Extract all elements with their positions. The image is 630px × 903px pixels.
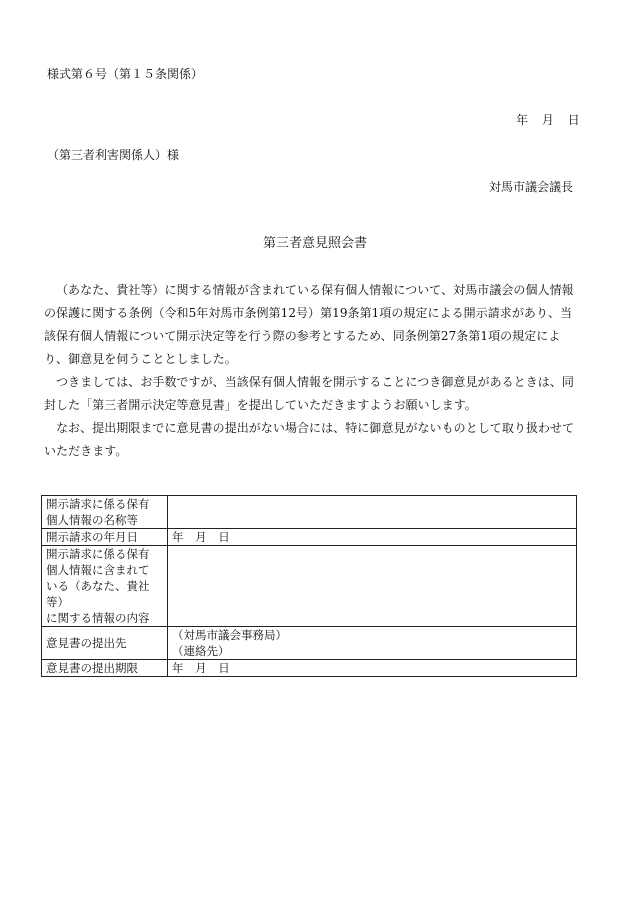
body-paragraph-1: （あなた、貴社等）に関する情報が含まれている保有個人情報について、対馬市議会の個人情報の保護に関する条例（令和5年対馬市条例第12号）第19条第1項の規定による開示請求があり、当該保有個人情報について開示決定等を行う際の参考とするため、同条例第27条第1項の規定により、御意見を伺うこととしました。 — [44, 283, 574, 366]
label-line: 意見書の提出期限 — [46, 661, 138, 675]
value-line: 年 月 日 — [172, 661, 230, 675]
label-line: 意見書の提出先 — [46, 636, 127, 650]
issue-date: 年 月 日 — [516, 113, 580, 127]
body-paragraph-2: つきましては、お手数ですが、当該保有個人情報を開示することにつき御意見があるときは、同封した「第三者開示決定等意見書」を提出していただきますようお願いします。 — [44, 375, 574, 412]
label-line: 開示請求に係る保有 — [46, 547, 150, 561]
body-text — [44, 279, 580, 463]
value-cell — [168, 529, 577, 546]
table-row — [42, 660, 577, 677]
value-line: 年 月 日 — [172, 530, 230, 544]
label-line: 開示請求に係る保有 — [46, 497, 150, 511]
label-line: に関する情報の内容 — [46, 611, 150, 625]
table-row — [42, 627, 577, 660]
table-row — [42, 546, 577, 627]
label-cell — [42, 496, 168, 529]
document-title: 第三者意見照会書 — [262, 236, 367, 251]
table-row — [42, 529, 577, 546]
value-line: （連絡先） — [172, 644, 230, 658]
recipient: （第三者利害関係人）様 — [47, 148, 180, 162]
label-line: 個人情報の名称等 — [46, 513, 138, 527]
label-cell — [42, 627, 168, 660]
label-cell — [42, 546, 168, 627]
table-row — [42, 496, 577, 529]
body-paragraph-3: なお、提出期限までに意見書の提出がない場合には、特に御意見がないものとして取り扱わせていただきます。 — [44, 421, 575, 458]
value-cell — [168, 627, 577, 660]
sender: 対馬市議会議長 — [489, 180, 574, 194]
label-cell — [42, 660, 168, 677]
label-cell — [42, 529, 168, 546]
value-line: （対馬市議会事務局） — [172, 628, 287, 642]
label-line: 開示請求の年月日 — [46, 530, 138, 544]
label-line: 個人情報に含まれて — [46, 563, 150, 577]
info-table — [41, 495, 577, 677]
form-number: 様式第６号（第１５条関係） — [47, 67, 204, 81]
value-cell — [168, 660, 577, 677]
label-line: いる（あなた、貴社等） — [46, 579, 150, 609]
value-cell — [168, 496, 577, 529]
value-cell — [168, 546, 577, 627]
